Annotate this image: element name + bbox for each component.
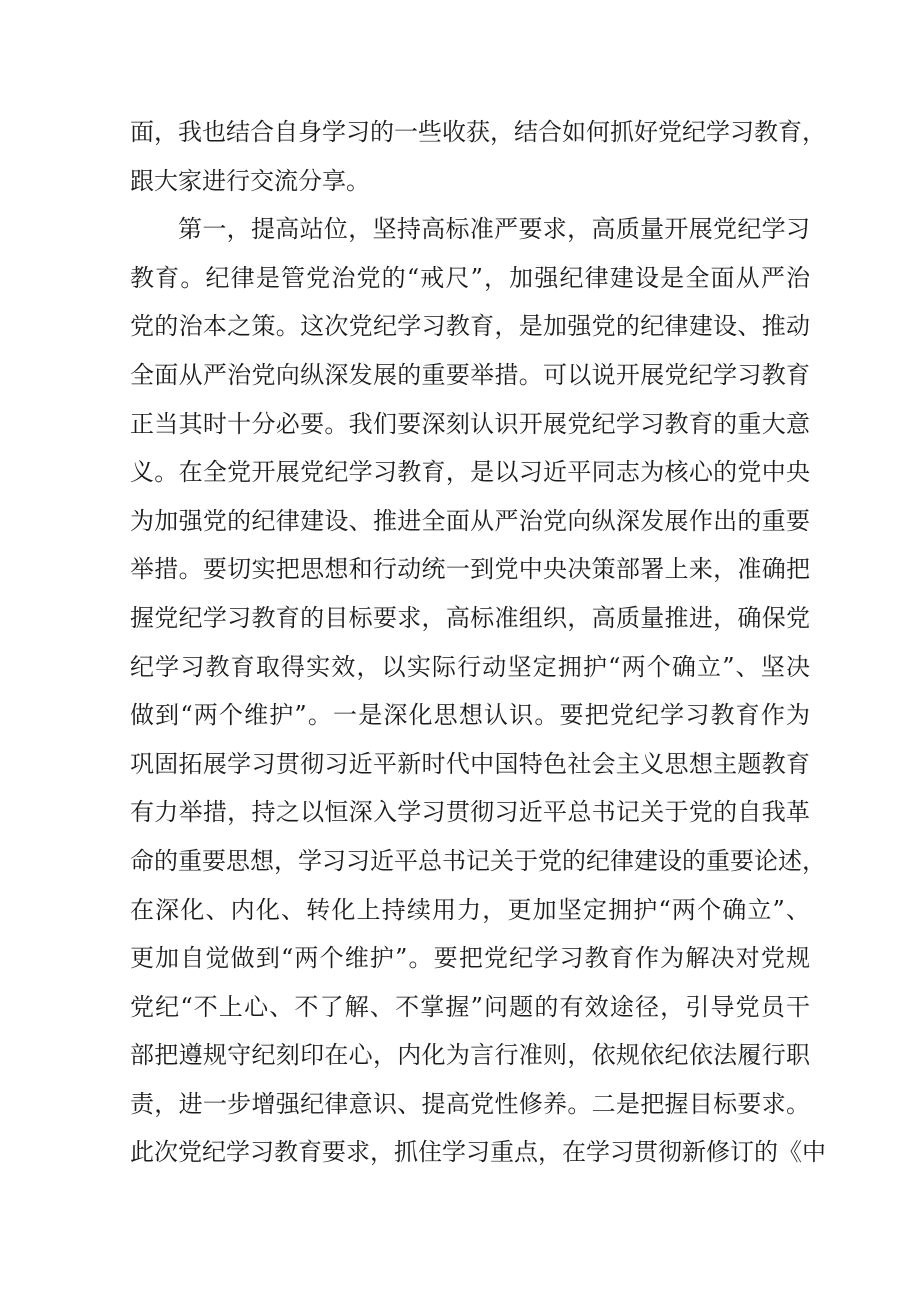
text-line-2: 跟大家进行交流分享。 bbox=[130, 166, 370, 195]
text-line-18: 更加自觉做到“两个维护”。要把党纪学习教育作为解决对党规 bbox=[130, 944, 810, 973]
text-line-5: 党的治本之策。这次党纪学习教育，是加强党的纪律建设、推动 bbox=[130, 312, 810, 341]
text-line-1: 面，我也结合自身学习的一些收获，结合如何抓好党纪学习教育， bbox=[130, 118, 826, 146]
text-line-9: 为加强党的纪律建设、推进全面从严治党向纵深发展作出的重要 bbox=[130, 506, 810, 535]
text-line-8: 义。在全党开展党纪学习教育，是以习近平同志为核心的党中央 bbox=[130, 458, 810, 487]
text-line-21: 责，进一步增强纪律意识、提高党性修养。二是把握目标要求。 bbox=[130, 1089, 810, 1118]
text-line-6: 全面从严治党向纵深发展的重要举措。可以说开展党纪学习教育 bbox=[130, 360, 810, 389]
text-line-12: 纪学习教育取得实效，以实际行动坚定拥护“两个确立”、坚决 bbox=[130, 652, 810, 681]
text-line-11: 握党纪学习教育的目标要求，高标准组织，高质量推进，确保党 bbox=[130, 603, 810, 632]
body-text bbox=[130, 108, 826, 1177]
text-line-14: 巩固拓展学习贯彻习近平新时代中国特色社会主义思想主题教育 bbox=[130, 749, 810, 778]
text-line-15: 有力举措，持之以恒深入学习贯彻习近平总书记关于党的自我革 bbox=[130, 798, 810, 827]
text-line-4: 教育。纪律是管党治党的“戒尺”，加强纪律建设是全面从严治 bbox=[130, 263, 810, 292]
text-line-10: 举措。要切实把思想和行动统一到党中央决策部署上来，准确把 bbox=[130, 555, 810, 584]
paragraph-first-line: 第一，提高站位，坚持高标准严要求，高质量开展党纪学习 bbox=[178, 215, 810, 244]
text-line-17: 在深化、内化、转化上持续用力，更加坚定拥护“两个确立”、 bbox=[130, 895, 810, 924]
text-line-7: 正当其时十分必要。我们要深刻认识开展党纪学习教育的重大意 bbox=[130, 409, 810, 438]
text-line-20: 部把遵规守纪刻印在心，内化为言行准则，依规依纪依法履行职 bbox=[130, 1041, 810, 1070]
text-line-19: 党纪“不上心、不了解、不掌握”问题的有效途径，引导党员干 bbox=[130, 992, 810, 1021]
text-line-13: 做到“两个维护”。一是深化思想认识。要把党纪学习教育作为 bbox=[130, 701, 810, 730]
text-line-22: 此次党纪学习教育要求，抓住学习重点，在学习贯彻新修订的《中 bbox=[130, 1138, 826, 1167]
text-line-16: 命的重要思想，学习习近平总书记关于党的纪律建设的重要论述， bbox=[130, 846, 826, 875]
